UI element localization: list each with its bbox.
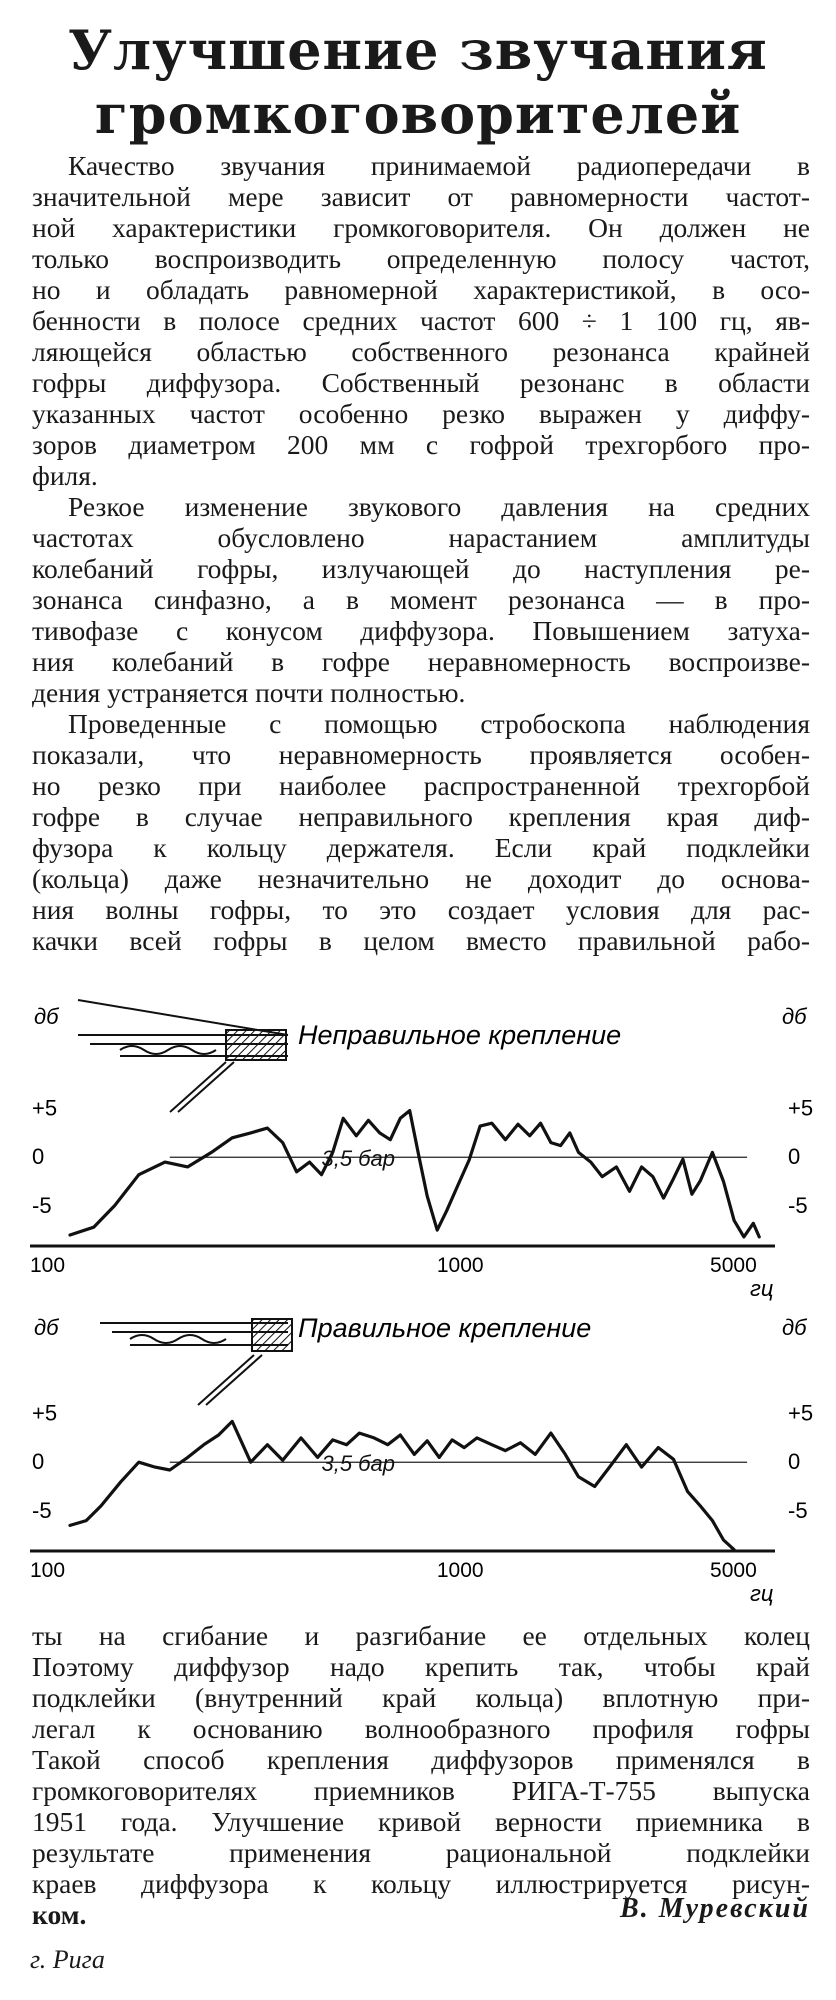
text-line: подклейки (внутренний край кольца) вплотную при- [32,1682,810,1713]
text-line: ты на сгибание и разгибание ее отдельных колец [32,1620,810,1651]
mounting-diagram-icon [100,1319,292,1405]
paragraph-3 [32,708,810,956]
y-tick-label-left: -5 [32,1497,52,1523]
author-city: г. Рига [30,1945,105,1974]
y-tick-label-left: +5 [32,1095,58,1121]
text-line: фузора к кольцу держателя. Если край подклейки [32,832,810,863]
y-tick-label-left: +5 [32,1400,58,1426]
x-axis-unit-label: гц [750,1581,774,1606]
text-line: легал к основанию волнообразного профиля гофры [32,1713,810,1744]
figure-correct-mounting [30,1305,820,1605]
y-tick-label-right: 0 [788,1144,801,1170]
text-line: филя. [32,460,98,491]
text-line: но и обладать равномерной характеристикой, в осо- [32,274,810,305]
x-tick-label: 100 [30,1559,66,1582]
paragraph-2 [32,491,810,708]
text-line: Проведенные с помощью стробоскопа наблюдения [68,708,810,739]
text-line: 1951 года. Улучшение кривой верности приемника в [32,1806,810,1837]
text-line: качки всей гофры в целом вместо правильной рабо- [32,925,810,956]
text-line: (кольца) даже незначительно не доходит до основа- [32,863,810,894]
text-line: ния колебаний в гофре неравномерность воспроизве- [32,646,810,677]
text-line: ной характеристики громкоговорителя. Он должен не [32,212,810,243]
title-line-2: громкоговорителей [94,82,742,146]
text-line: зоров диаметром 200 мм с гофрой трехгорбого про- [32,429,810,460]
text-line: ния волны гофры, то это создает условия для рас- [32,894,810,925]
reference-line-label: 3,5 бар [321,1146,396,1172]
reference-line-label: 3,5 бар [321,1451,396,1477]
chart-caption: Неправильное крепление [298,1020,622,1050]
text-line: дения устраняется почти полностью. [32,677,466,708]
author-signature: В. Муревский [620,1893,810,1924]
paragraph-4 [32,1620,810,1930]
text-line: Такой способ крепления диффузоров применялся в [32,1744,810,1775]
frequency-response-chart-incorrect [30,1000,820,1300]
y-axis-label-left: дб [34,1004,59,1029]
text-line: краев диффузора к кольцу иллюстрируется рисун- [32,1868,810,1899]
chart-caption: Правильное крепление [298,1313,592,1343]
x-tick-label: 1000 [436,1254,484,1277]
text-line: значительной мере зависит от равномерности частот- [32,181,810,212]
y-axis-label-right: дб [782,1315,807,1340]
paragraph-1 [32,150,810,491]
y-tick-label-right: -5 [788,1192,808,1218]
text-line: но резко при наиболее распространенной трехгорбой [32,770,810,801]
y-tick-label-left: 0 [32,1449,45,1475]
text-line: Резкое изменение звукового давления на средних [68,491,810,522]
text-line: гофре в случае неправильного крепления края диф- [32,801,810,832]
text-line: зонанса синфазно, а в момент резонанса — в про- [32,584,810,615]
x-tick-label: 100 [30,1254,66,1277]
text-line: Качество звучания принимаемой радиопередачи в [68,150,810,181]
y-tick-label-right: +5 [788,1095,814,1121]
y-tick-label-right: 0 [788,1449,801,1475]
text-line: частотах обусловлено нарастанием амплитуды [32,522,810,553]
figure-incorrect-mounting [30,1000,820,1300]
y-tick-label-left: -5 [32,1192,52,1218]
text-line: Поэтому диффузор надо крепить так, чтобы край [32,1651,810,1682]
y-tick-label-left: 0 [32,1144,45,1170]
frequency-response-line [70,1421,734,1549]
mounting-diagram-icon [78,1000,288,1112]
y-tick-label-right: -5 [788,1497,808,1523]
text-line: показали, что неравномерность проявляется особен- [32,739,810,770]
y-axis-label-right: дб [782,1004,807,1029]
x-axis-unit-label: гц [750,1276,774,1301]
text-line: указанных частот особенно резко выражен у диффу- [32,398,810,429]
text-line: только воспроизводить определенную полосу частот, [32,243,810,274]
text-line: гофры диффузора. Собственный резонанс в области [32,367,810,398]
title-line-1: Улучшение звучания [68,18,768,82]
text-line: тивофазе с конусом диффузора. Повышением затуха- [32,615,810,646]
x-tick-label: 5000 [710,1254,757,1277]
text-line: громкоговорителях приемников РИГА-Т-755 выпуска [32,1775,810,1806]
x-tick-label: 5000 [710,1559,757,1582]
text-line: бенности в полосе средних частот 600 ÷ 1 100 гц, яв- [32,305,810,336]
text-line: ляющейся областью собственного резонанса крайней [32,336,810,367]
frequency-response-line [70,1111,759,1237]
text-line: ком. [32,1899,87,1930]
frequency-response-chart-correct [30,1305,820,1605]
text-line: колебаний гофры, излучающей до наступления ре- [32,553,810,584]
article-title [0,18,836,146]
y-axis-label-left: дб [34,1315,59,1340]
y-tick-label-right: +5 [788,1400,814,1426]
text-line: результате применения рациональной подклейки [32,1837,810,1868]
x-tick-label: 1000 [436,1559,484,1582]
